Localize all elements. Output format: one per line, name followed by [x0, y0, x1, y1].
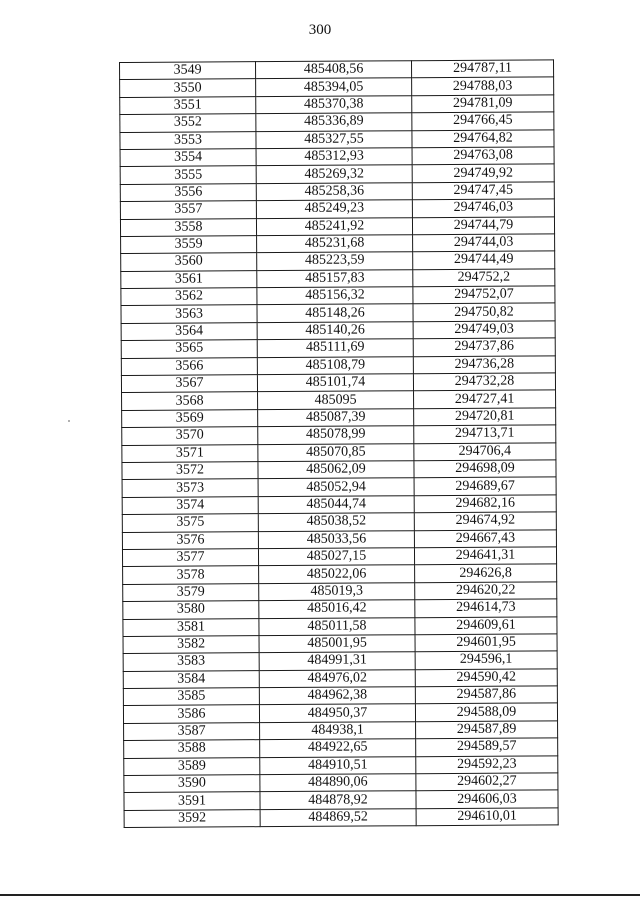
y-coordinate-cell: 294747,45: [412, 182, 554, 200]
y-coordinate-cell: 294602,27: [416, 773, 558, 791]
point-number-cell: 3554: [120, 149, 256, 167]
x-coordinate-cell: 485312,93: [256, 148, 412, 166]
point-number-cell: 3566: [121, 357, 257, 375]
x-coordinate-cell: 485111,69: [257, 339, 413, 357]
x-coordinate-cell: 485370,38: [256, 95, 412, 113]
y-coordinate-cell: 294737,86: [413, 338, 555, 356]
point-number-cell: 3552: [120, 114, 256, 132]
table-row: [122, 477, 556, 497]
table-row: [121, 286, 555, 306]
x-coordinate-cell: 484890,06: [260, 774, 416, 792]
x-coordinate-cell: 485108,79: [257, 356, 413, 374]
y-coordinate-cell: 294736,28: [413, 355, 555, 373]
y-coordinate-cell: 294674,92: [414, 512, 556, 530]
table-row: [124, 721, 558, 741]
x-coordinate-cell: 485011,58: [259, 617, 415, 635]
y-coordinate-cell: 294609,61: [415, 616, 557, 634]
x-coordinate-cell: 485223,59: [257, 252, 413, 270]
table-row: [120, 147, 554, 167]
x-coordinate-cell: 485249,23: [256, 200, 412, 218]
x-coordinate-cell: 484976,02: [259, 669, 415, 687]
x-coordinate-cell: 484938,1: [260, 722, 416, 740]
x-coordinate-cell: 484869,52: [260, 808, 416, 826]
y-coordinate-cell: 294641,31: [414, 547, 556, 565]
x-coordinate-cell: 485394,05: [256, 78, 412, 96]
y-coordinate-cell: 294596,1: [415, 651, 557, 669]
table-row: [122, 390, 556, 410]
point-number-cell: 3560: [121, 253, 257, 271]
table-row: [121, 373, 555, 393]
coordinate-table-body: [120, 60, 559, 828]
x-coordinate-cell: 485087,39: [258, 409, 414, 427]
y-coordinate-cell: 294787,11: [411, 60, 553, 78]
y-coordinate-cell: 294713,71: [414, 425, 556, 443]
table-row: [123, 703, 557, 723]
table-row: [122, 460, 556, 480]
x-coordinate-cell: 485327,55: [256, 130, 412, 148]
y-coordinate-cell: 294781,09: [412, 95, 554, 113]
table-row: [120, 216, 554, 236]
y-coordinate-cell: 294606,03: [416, 790, 558, 808]
point-number-cell: 3580: [123, 601, 259, 619]
table-row: [124, 755, 558, 775]
y-coordinate-cell: 294614,73: [415, 599, 557, 617]
y-coordinate-cell: 294590,42: [415, 669, 557, 687]
y-coordinate-cell: 294744,03: [413, 234, 555, 252]
x-coordinate-cell: 484910,51: [260, 756, 416, 774]
point-number-cell: 3562: [121, 288, 257, 306]
point-number-cell: 3563: [121, 305, 257, 323]
point-number-cell: 3579: [123, 583, 259, 601]
point-number-cell: 3558: [120, 218, 256, 236]
point-number-cell: 3592: [124, 809, 260, 827]
x-coordinate-cell: 485070,85: [258, 443, 414, 461]
x-coordinate-cell: 485231,68: [257, 235, 413, 253]
point-number-cell: 3585: [123, 688, 259, 706]
table-row: [122, 547, 556, 567]
table-row: [123, 616, 557, 636]
x-coordinate-cell: 485241,92: [256, 217, 412, 235]
table-row: [121, 321, 555, 341]
point-number-cell: 3583: [123, 653, 259, 671]
y-coordinate-cell: 294764,82: [412, 129, 554, 147]
y-coordinate-cell: 294744,79: [412, 216, 554, 234]
point-number-cell: 3571: [122, 444, 258, 462]
point-number-cell: 3577: [122, 549, 258, 567]
x-coordinate-cell: 485016,42: [259, 600, 415, 618]
x-coordinate-cell: 484878,92: [260, 791, 416, 809]
table-row: [120, 164, 554, 184]
y-coordinate-cell: 294588,09: [415, 703, 557, 721]
table-row: [123, 634, 557, 654]
x-coordinate-cell: 485269,32: [256, 165, 412, 183]
x-coordinate-cell: 485078,99: [258, 426, 414, 444]
x-coordinate-cell: 485044,74: [258, 495, 414, 513]
table-row: [122, 529, 556, 549]
y-coordinate-cell: 294749,92: [412, 164, 554, 182]
point-number-cell: 3578: [123, 566, 259, 584]
y-coordinate-cell: 294589,57: [416, 738, 558, 756]
point-number-cell: 3567: [121, 375, 257, 393]
y-coordinate-cell: 294744,49: [413, 251, 555, 269]
table-row: [120, 199, 554, 219]
y-coordinate-cell: 294752,07: [413, 286, 555, 304]
point-number-cell: 3569: [122, 409, 258, 427]
y-coordinate-cell: 294587,89: [416, 721, 558, 739]
point-number-cell: 3565: [121, 340, 257, 358]
point-number-cell: 3564: [121, 323, 257, 341]
x-coordinate-cell: 485052,94: [258, 478, 414, 496]
point-number-cell: 3559: [121, 236, 257, 254]
y-coordinate-cell: 294689,67: [414, 477, 556, 495]
table-row: [121, 303, 555, 323]
table-row: [122, 408, 556, 428]
point-number-cell: 3572: [122, 462, 258, 480]
table-row: [121, 234, 555, 254]
table-row: [124, 773, 558, 793]
y-coordinate-cell: 294626,8: [415, 564, 557, 582]
point-number-cell: 3584: [123, 670, 259, 688]
point-number-cell: 3587: [124, 722, 260, 740]
table-row: [120, 112, 554, 132]
y-coordinate-cell: 294727,41: [414, 390, 556, 408]
coordinate-table: [119, 59, 559, 828]
point-number-cell: 3549: [120, 62, 256, 80]
point-number-cell: 3551: [120, 96, 256, 114]
scan-speck: [68, 420, 70, 422]
scan-bottom-edge: [0, 894, 640, 896]
y-coordinate-cell: 294682,16: [414, 495, 556, 513]
point-number-cell: 3589: [124, 757, 260, 775]
table-row: [120, 60, 554, 80]
x-coordinate-cell: 484922,65: [260, 739, 416, 757]
table-row: [120, 182, 554, 202]
table-row: [123, 669, 557, 689]
table-row: [120, 129, 554, 149]
x-coordinate-cell: 485001,95: [259, 635, 415, 653]
y-coordinate-cell: 294698,09: [414, 460, 556, 478]
table-row: [120, 95, 554, 115]
x-coordinate-cell: 485019,3: [259, 582, 415, 600]
table-row: [121, 338, 555, 358]
y-coordinate-cell: 294749,03: [413, 321, 555, 339]
point-number-cell: 3556: [120, 183, 256, 201]
x-coordinate-cell: 485140,26: [257, 322, 413, 340]
point-number-cell: 3591: [124, 792, 260, 810]
x-coordinate-cell: 485408,56: [256, 61, 412, 79]
x-coordinate-cell: 485095: [258, 391, 414, 409]
y-coordinate-cell: 294720,81: [414, 408, 556, 426]
point-number-cell: 3550: [120, 79, 256, 97]
y-coordinate-cell: 294706,4: [414, 442, 556, 460]
x-coordinate-cell: 485027,15: [258, 548, 414, 566]
point-number-cell: 3561: [121, 270, 257, 288]
point-number-cell: 3590: [124, 775, 260, 793]
x-coordinate-cell: 485038,52: [258, 513, 414, 531]
y-coordinate-cell: 294732,28: [413, 373, 555, 391]
y-coordinate-cell: 294750,82: [413, 303, 555, 321]
x-coordinate-cell: 485157,83: [257, 269, 413, 287]
y-coordinate-cell: 294620,22: [415, 582, 557, 600]
x-coordinate-cell: 485033,56: [258, 530, 414, 548]
y-coordinate-cell: 294610,01: [416, 808, 558, 826]
x-coordinate-cell: 485022,06: [259, 565, 415, 583]
table-row: [122, 425, 556, 445]
point-number-cell: 3581: [123, 618, 259, 636]
y-coordinate-cell: 294667,43: [414, 529, 556, 547]
table-row: [123, 599, 557, 619]
x-coordinate-cell: 485148,26: [257, 304, 413, 322]
point-number-cell: 3570: [122, 427, 258, 445]
point-number-cell: 3557: [120, 201, 256, 219]
table-row: [123, 651, 557, 671]
y-coordinate-cell: 294766,45: [412, 112, 554, 130]
table-row: [123, 686, 557, 706]
table-row: [124, 738, 558, 758]
table-row: [121, 269, 555, 289]
y-coordinate-cell: 294592,23: [416, 755, 558, 773]
page-number: 300: [308, 22, 332, 38]
point-number-cell: 3582: [123, 636, 259, 654]
x-coordinate-cell: 485062,09: [258, 461, 414, 479]
y-coordinate-cell: 294752,2: [413, 269, 555, 287]
y-coordinate-cell: 294587,86: [415, 686, 557, 704]
x-coordinate-cell: 484962,38: [259, 687, 415, 705]
point-number-cell: 3555: [120, 166, 256, 184]
point-number-cell: 3586: [123, 705, 259, 723]
table-row: [123, 582, 557, 602]
x-coordinate-cell: 484991,31: [259, 652, 415, 670]
x-coordinate-cell: 485336,89: [256, 113, 412, 131]
point-number-cell: 3588: [124, 740, 260, 758]
table-row: [121, 251, 555, 271]
point-number-cell: 3576: [122, 531, 258, 549]
point-number-cell: 3575: [122, 514, 258, 532]
y-coordinate-cell: 294746,03: [412, 199, 554, 217]
table-row: [122, 495, 556, 515]
y-coordinate-cell: 294788,03: [412, 77, 554, 95]
x-coordinate-cell: 485258,36: [256, 182, 412, 200]
table-row: [124, 808, 558, 828]
x-coordinate-cell: 485101,74: [257, 374, 413, 392]
y-coordinate-cell: 294763,08: [412, 147, 554, 165]
table-row: [122, 512, 556, 532]
x-coordinate-cell: 485156,32: [257, 287, 413, 305]
table-row: [122, 442, 556, 462]
point-number-cell: 3573: [122, 479, 258, 497]
point-number-cell: 3574: [122, 496, 258, 514]
x-coordinate-cell: 484950,37: [259, 704, 415, 722]
y-coordinate-cell: 294601,95: [415, 634, 557, 652]
table-row: [124, 790, 558, 810]
point-number-cell: 3553: [120, 131, 256, 149]
table-row: [121, 355, 555, 375]
table-row: [123, 564, 557, 584]
point-number-cell: 3568: [122, 392, 258, 410]
table-row: [120, 77, 554, 97]
